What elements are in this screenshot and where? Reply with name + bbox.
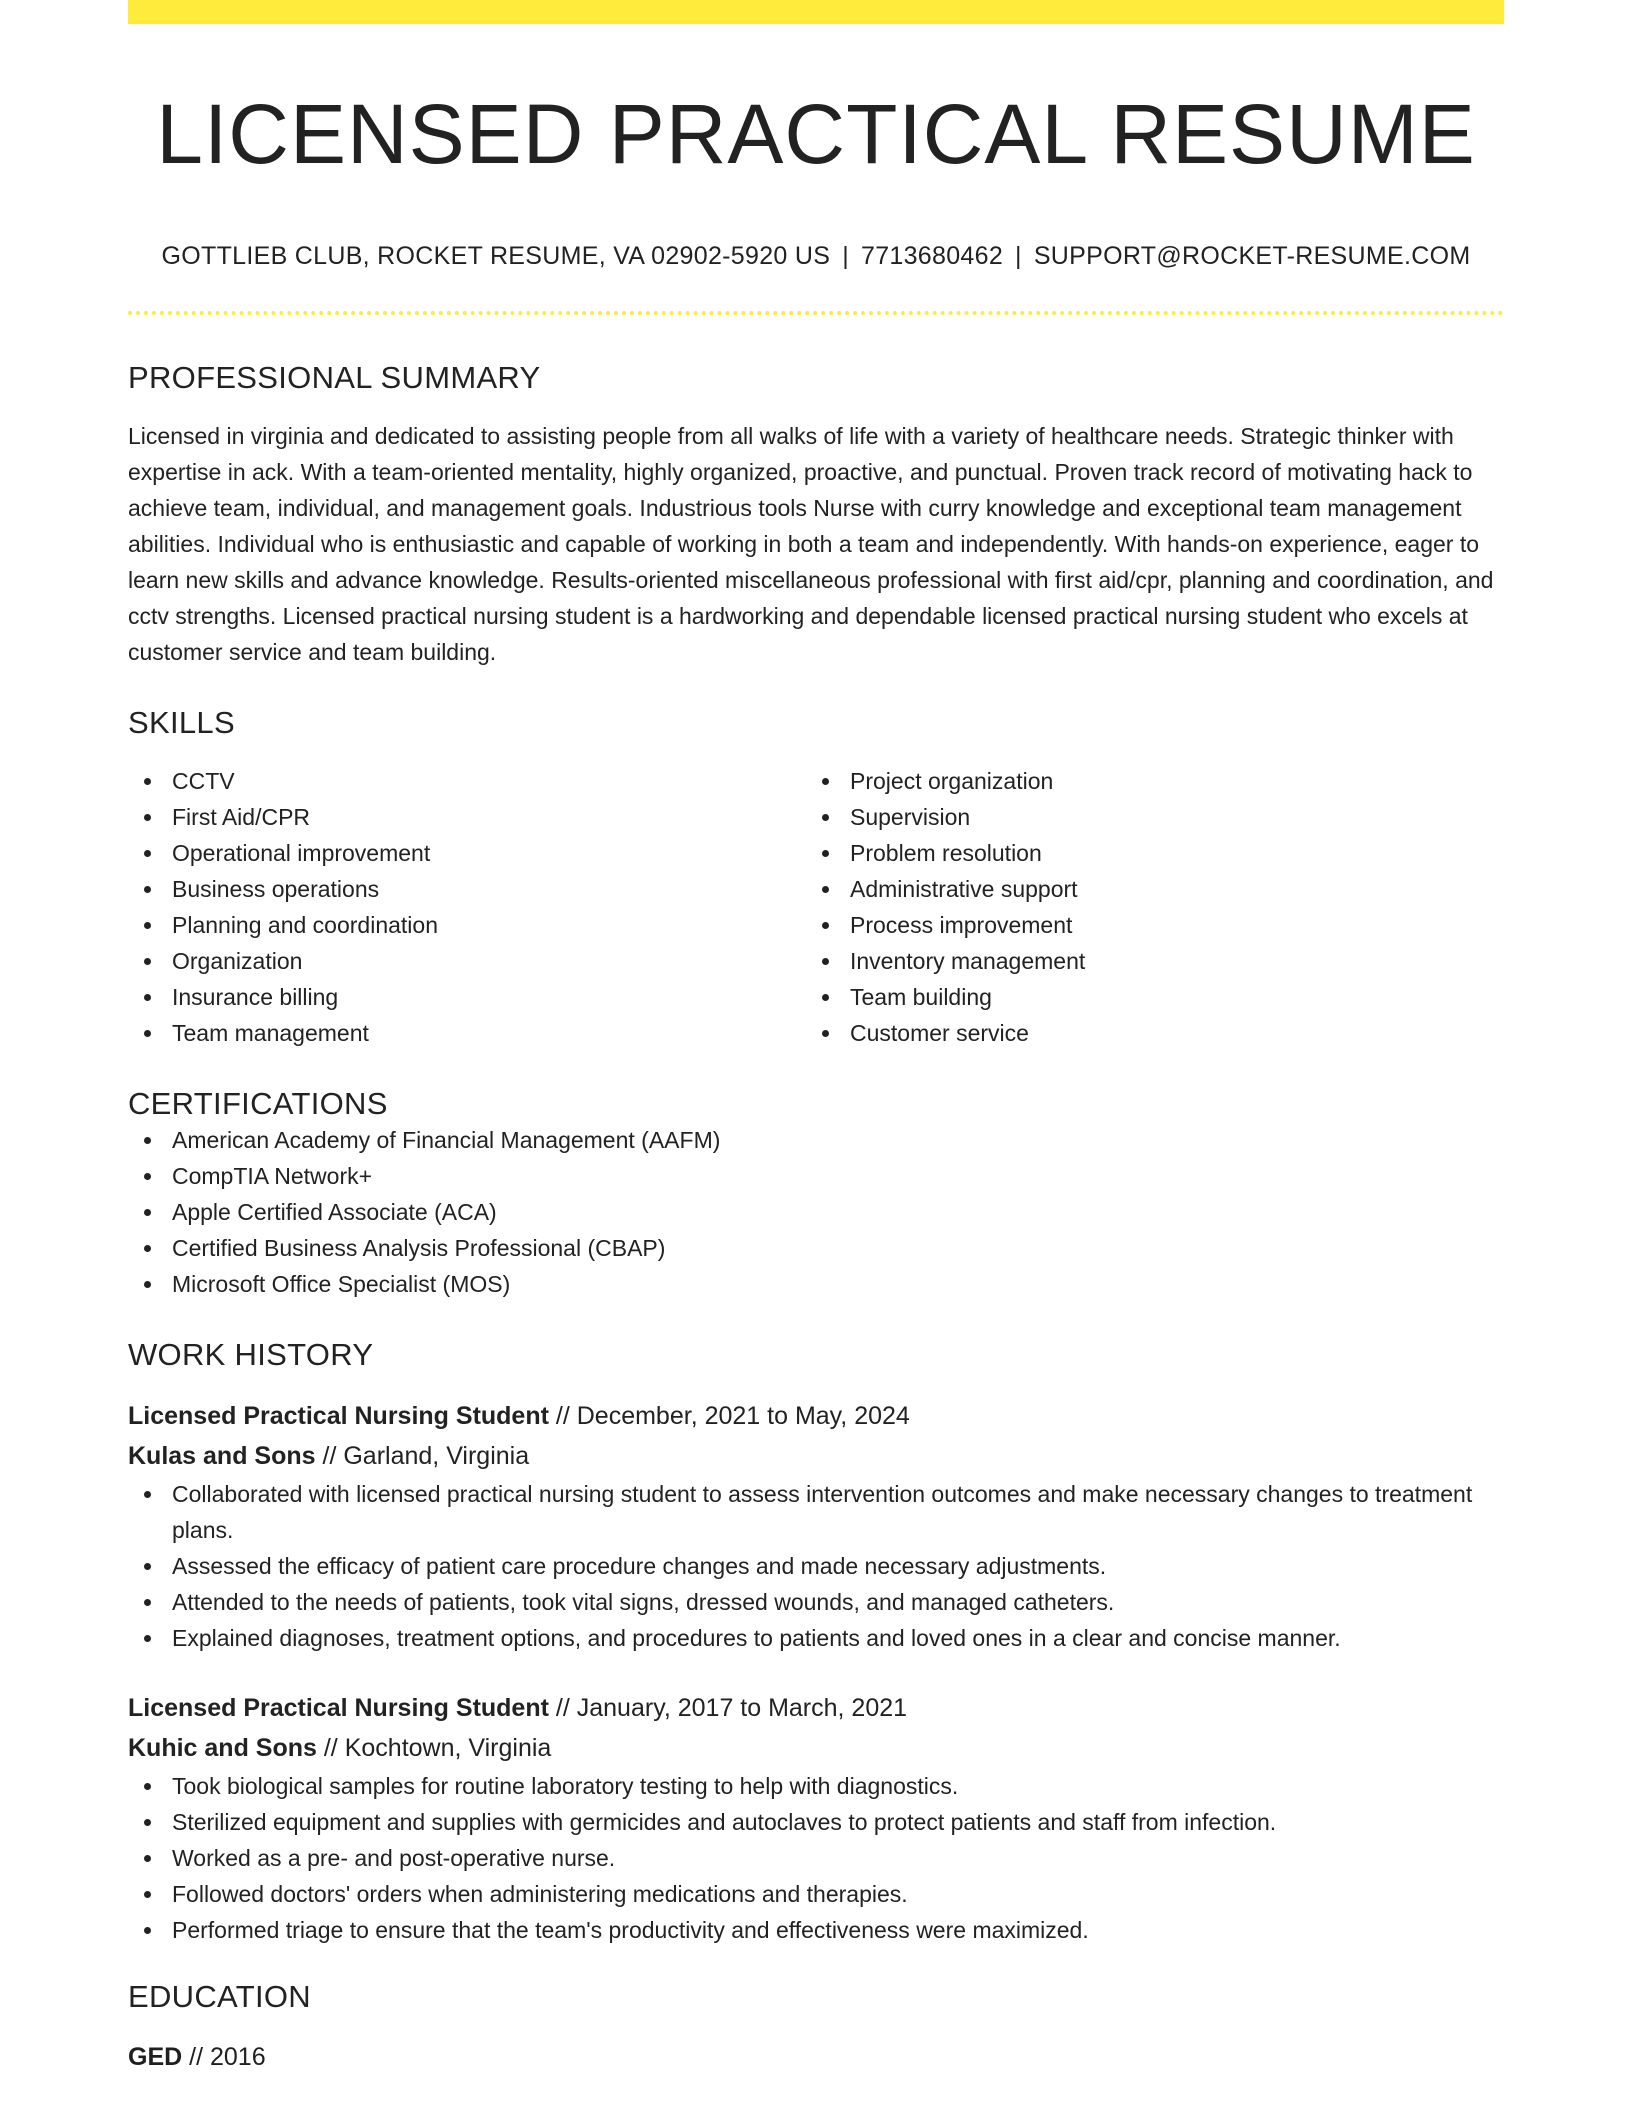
resume-page <box>128 0 1504 2077</box>
certifications-heading: CERTIFICATIONS <box>128 1086 388 1122</box>
job-divider: // <box>323 1733 338 1762</box>
summary-text: Licensed in virginia and dedicated to assisting people from all walks of life with a variety of healthcare needs. Strategic thinker with expertise in ack. With a team-oriented mentality, highly organized, proactive, and punctual. Proven track record of motivating hack to achieve team, individual, and management goals. Industrious tools Nurse with curry knowledge and exceptional team management abilities. Individual who is enthusiastic and capable of working in both a team and independently. With hands-on experience, eager to learn new skills and advance knowledge. Results-oriented miscellaneous professional with first aid/cpr, planning and coordination, and cctv strengths. Licensed practical nursing student is a hardworking and dependable licensed practical nursing student who excels at customer service and team building. <box>128 422 1494 665</box>
job-company: Kuhic and Sons <box>128 1733 317 1762</box>
contact-phone: 7713680462 <box>860 241 1004 270</box>
skill-item: Administrative support <box>806 871 1484 907</box>
job-dates: January, 2017 to March, 2021 <box>576 1693 908 1722</box>
dotted-divider <box>128 311 1504 315</box>
job-bullet: Assessed the efficacy of patient care procedure changes and made necessary adjustments. <box>128 1548 1504 1584</box>
work-history-heading: WORK HISTORY <box>128 1337 374 1373</box>
skill-item: First Aid/CPR <box>128 799 806 835</box>
job-bullet: Worked as a pre- and post-operative nurse. <box>128 1840 1504 1876</box>
job-company-line <box>128 1728 1504 1768</box>
skill-item: Operational improvement <box>128 835 806 871</box>
job-divider: // <box>322 1441 337 1470</box>
certifications-list <box>128 1122 1504 1302</box>
skill-item: Customer service <box>806 1015 1484 1051</box>
job-location: Kochtown, Virginia <box>344 1733 552 1762</box>
job-location: Garland, Virginia <box>343 1441 530 1470</box>
job-title: Licensed Practical Nursing Student <box>128 1401 549 1430</box>
job-title-line <box>128 1688 1504 1728</box>
skill-item: Team building <box>806 979 1484 1015</box>
education-degree: GED <box>128 2042 183 2071</box>
skills-heading: SKILLS <box>128 704 235 740</box>
resume-title: LICENSED PRACTICAL RESUME <box>156 87 1476 181</box>
job-bullet: Followed doctors' orders when administering medications and therapies. <box>128 1876 1504 1912</box>
certification-item: Certified Business Analysis Professional (CBAP) <box>128 1230 1504 1266</box>
skill-item: Process improvement <box>806 907 1484 943</box>
job-bullet: Performed triage to ensure that the team's productivity and effectiveness were maximized. <box>128 1912 1504 1948</box>
skills-grid <box>128 763 1504 1051</box>
job-company-line <box>128 1436 1504 1476</box>
contact-line <box>128 241 1504 271</box>
education-year: 2016 <box>210 2042 266 2071</box>
skills-list-left <box>128 763 806 1051</box>
job-entry <box>128 1396 1504 1656</box>
skill-item: Insurance billing <box>128 979 806 1015</box>
certification-item: Apple Certified Associate (ACA) <box>128 1194 1504 1230</box>
skill-item: Team management <box>128 1015 806 1051</box>
job-title: Licensed Practical Nursing Student <box>128 1693 549 1722</box>
job-bullet: Explained diagnoses, treatment options, and procedures to patients and loved ones in a clear and concise manner. <box>128 1620 1504 1656</box>
job-entry <box>128 1688 1504 1948</box>
contact-separator: | <box>1015 241 1022 270</box>
contact-address: GOTTLIEB CLUB, ROCKET RESUME, VA 02902-5920 US <box>161 241 831 270</box>
skill-item: Problem resolution <box>806 835 1484 871</box>
job-divider: // <box>555 1401 570 1430</box>
certification-item: American Academy of Financial Management (AAFM) <box>128 1122 1504 1158</box>
skill-item: Project organization <box>806 763 1484 799</box>
contact-email: SUPPORT@ROCKET-RESUME.COM <box>1033 241 1471 270</box>
education-entry <box>128 2037 1504 2077</box>
job-title-line <box>128 1396 1504 1436</box>
job-divider: // <box>555 1693 570 1722</box>
skills-column-right <box>806 763 1484 1051</box>
skill-item: Planning and coordination <box>128 907 806 943</box>
job-bullets <box>128 1768 1504 1948</box>
certification-item: CompTIA Network+ <box>128 1158 1504 1194</box>
skills-column-left <box>128 763 806 1051</box>
job-bullet: Attended to the needs of patients, took vital signs, dressed wounds, and managed catheters. <box>128 1584 1504 1620</box>
skill-item: Organization <box>128 943 806 979</box>
skill-item: CCTV <box>128 763 806 799</box>
accent-top-bar <box>128 0 1504 24</box>
contact-separator: | <box>842 241 849 270</box>
summary-heading: PROFESSIONAL SUMMARY <box>128 359 541 395</box>
skills-list-right <box>806 763 1484 1051</box>
job-bullets <box>128 1476 1504 1656</box>
skill-item: Supervision <box>806 799 1484 835</box>
job-company: Kulas and Sons <box>128 1441 316 1470</box>
job-bullet: Took biological samples for routine laboratory testing to help with diagnostics. <box>128 1768 1504 1804</box>
skill-item: Inventory management <box>806 943 1484 979</box>
certification-item: Microsoft Office Specialist (MOS) <box>128 1266 1504 1302</box>
job-dates: December, 2021 to May, 2024 <box>576 1401 910 1430</box>
job-bullet: Collaborated with licensed practical nursing student to assess intervention outcomes and make necessary changes to treatment plans. <box>128 1476 1504 1548</box>
education-heading: EDUCATION <box>128 1978 311 2014</box>
skill-item: Business operations <box>128 871 806 907</box>
education-divider: // <box>189 2042 204 2071</box>
job-bullet: Sterilized equipment and supplies with germicides and autoclaves to protect patients and staff from infection. <box>128 1804 1504 1840</box>
